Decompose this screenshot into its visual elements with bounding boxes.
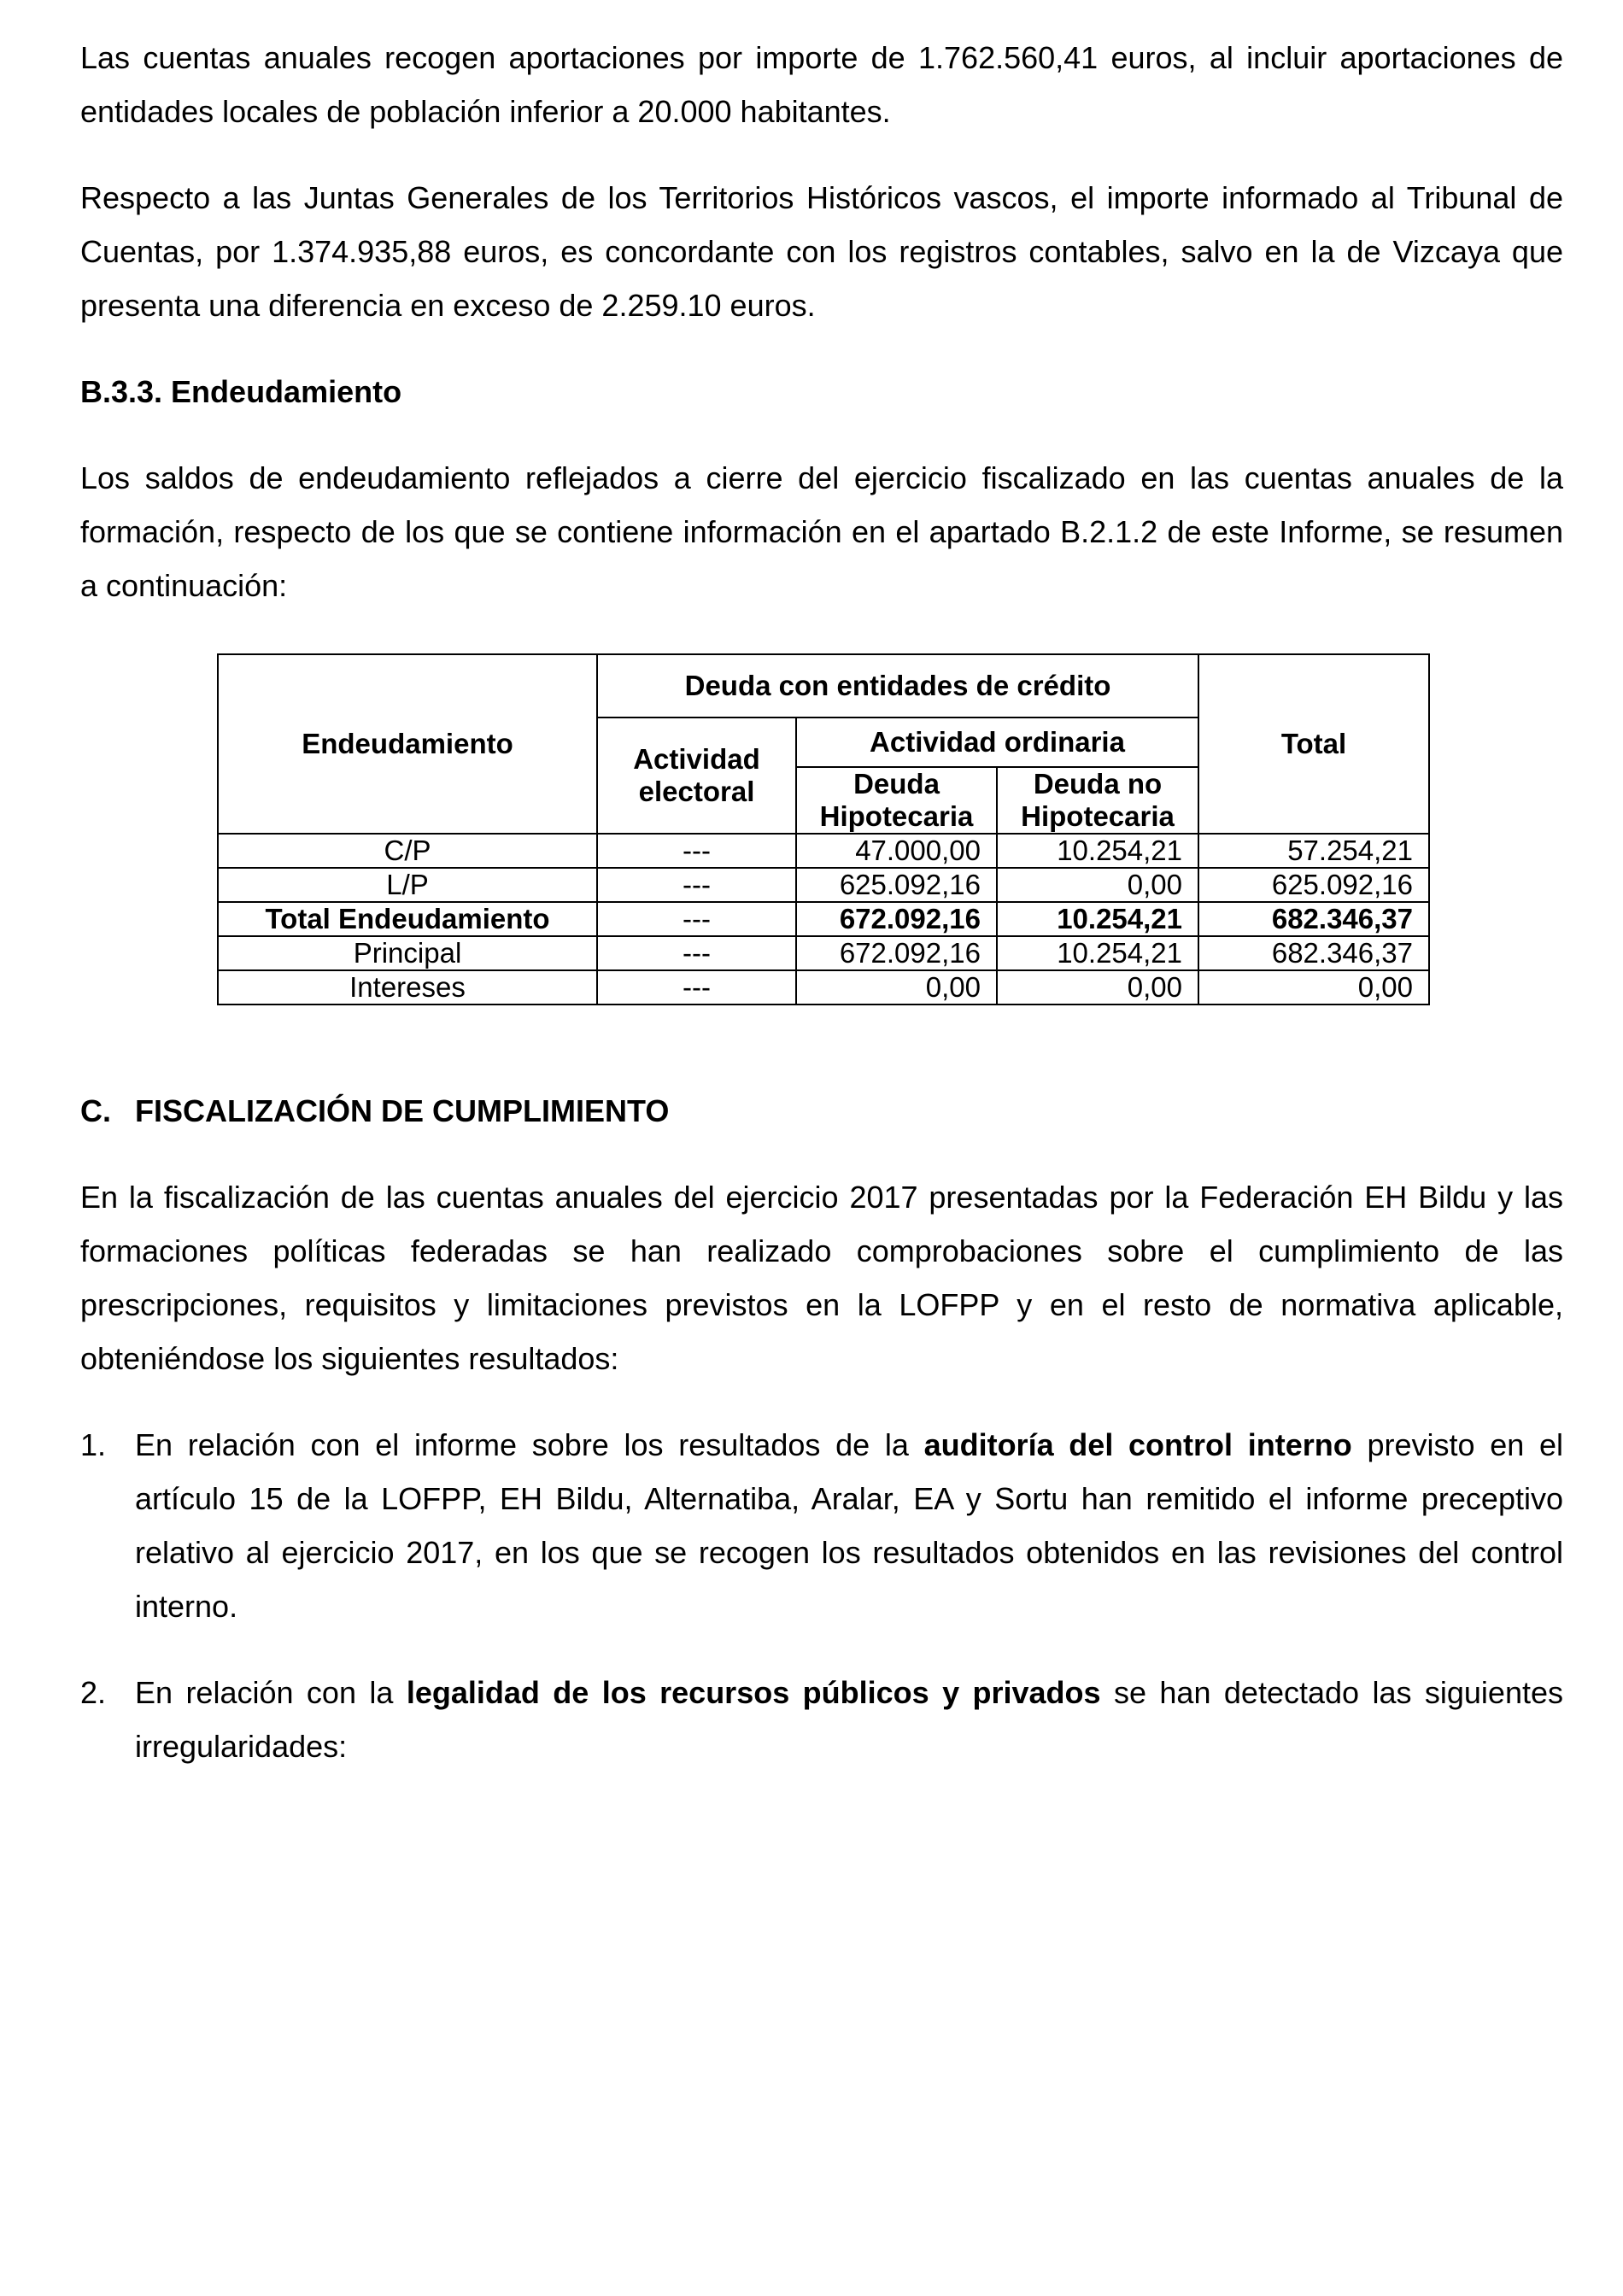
cell-total: 682.346,37	[1198, 902, 1429, 936]
row-label: Intereses	[218, 970, 597, 1004]
row-label: L/P	[218, 868, 597, 902]
header-endeudamiento: Endeudamiento	[218, 654, 597, 834]
header-total: Total	[1198, 654, 1429, 834]
cell-no-hipotecaria: 0,00	[997, 868, 1198, 902]
cell-hipotecaria: 47.000,00	[796, 834, 997, 868]
header-actividad-ordinaria: Actividad ordinaria	[796, 718, 1198, 767]
list-item	[80, 1418, 1563, 1633]
cell-total: 0,00	[1198, 970, 1429, 1004]
bold-phrase: legalidad de los recursos públicos y privados	[406, 1675, 1101, 1710]
results-list	[80, 1418, 1563, 1773]
row-label: C/P	[218, 834, 597, 868]
cell-electoral: ---	[597, 970, 796, 1004]
table-row	[218, 970, 1429, 1004]
cell-electoral: ---	[597, 902, 796, 936]
cell-no-hipotecaria: 0,00	[997, 970, 1198, 1004]
paragraph-endeudamiento: Los saldos de endeudamiento reflejados a cierre del ejercicio fiscalizado en las cuentas anuales de la formación, respecto de los que se contiene información en el apartado B.2.1.2 de este Informe, se resumen a continuación:	[80, 460, 1563, 603]
paragraph-juntas-generales: Respecto a las Juntas Generales de los Territorios Históricos vascos, el importe informado al Tribunal de Cuentas, por 1.374.935,88 euros, es concordante con los registros contables, salvo en la de Vizcaya que presenta una diferencia en exceso de 2.259.10 euros.	[80, 180, 1563, 323]
header-actividad-electoral: Actividad electoral	[597, 718, 796, 834]
header-deuda-hipotecaria: Deuda Hipotecaria	[796, 767, 997, 834]
cell-electoral: ---	[597, 834, 796, 868]
paragraph-fiscalizacion: En la fiscalización de las cuentas anuales del ejercicio 2017 presentadas por la Federación EH Bildu y las formaciones políticas federadas se han realizado comprobaciones sobre el cumplimiento de las prescripciones, requisitos y limitaciones previstos en la LOFPP y en el resto de normativa aplicable, obteniéndose los siguientes resultados:	[80, 1180, 1563, 1376]
section-heading-b33: B.3.3. Endeudamiento	[80, 374, 402, 409]
section-heading-c	[80, 1084, 1563, 1138]
debt-table	[217, 653, 1430, 1005]
list-item-number: 1.	[80, 1427, 107, 1462]
table-row	[218, 936, 1429, 970]
bold-phrase: auditoría del control interno	[923, 1427, 1352, 1462]
list-item-text	[135, 1666, 1563, 1773]
paragraph-aportaciones: Las cuentas anuales recogen aportaciones por importe de 1.762.560,41 euros, al incluir aportaciones de entidades locales de población inferior a 20.000 habitantes.	[80, 40, 1563, 129]
debt-table-container	[217, 653, 1428, 1005]
cell-total: 682.346,37	[1198, 936, 1429, 970]
list-item-number: 2.	[80, 1675, 107, 1710]
table-row	[218, 868, 1429, 902]
document-page	[80, 31, 1563, 1806]
cell-hipotecaria: 672.092,16	[796, 936, 997, 970]
text-run: previsto en el artículo 15 de la LOFPP, EH Bildu, Alternatiba, Aralar, EA y Sortu han remitido el informe preceptivo relativo al ejercicio 2017, en los que se recogen los resultados obtenidos en las revisiones del control interno.	[135, 1427, 1563, 1624]
cell-electoral: ---	[597, 936, 796, 970]
cell-electoral: ---	[597, 868, 796, 902]
table-row	[218, 834, 1429, 868]
text-run: En relación con la	[135, 1675, 407, 1710]
cell-hipotecaria: 625.092,16	[796, 868, 997, 902]
text-run: En relación con el informe sobre los resultados de la	[135, 1427, 924, 1462]
section-letter: C.	[80, 1093, 111, 1128]
text-run: se han detectado las siguientes irregularidades:	[135, 1675, 1563, 1764]
cell-total: 57.254,21	[1198, 834, 1429, 868]
cell-hipotecaria: 672.092,16	[796, 902, 997, 936]
list-item	[80, 1666, 1563, 1773]
cell-total: 625.092,16	[1198, 868, 1429, 902]
cell-no-hipotecaria: 10.254,21	[997, 834, 1198, 868]
list-item-text	[135, 1418, 1563, 1633]
table-row-total	[218, 902, 1429, 936]
cell-no-hipotecaria: 10.254,21	[997, 936, 1198, 970]
row-label: Total Endeudamiento	[218, 902, 597, 936]
section-title: FISCALIZACIÓN DE CUMPLIMIENTO	[135, 1093, 670, 1128]
cell-hipotecaria: 0,00	[796, 970, 997, 1004]
header-deuda-entidades: Deuda con entidades de crédito	[597, 654, 1198, 718]
header-deuda-no-hipotecaria: Deuda no Hipotecaria	[997, 767, 1198, 834]
cell-no-hipotecaria: 10.254,21	[997, 902, 1198, 936]
row-label: Principal	[218, 936, 597, 970]
